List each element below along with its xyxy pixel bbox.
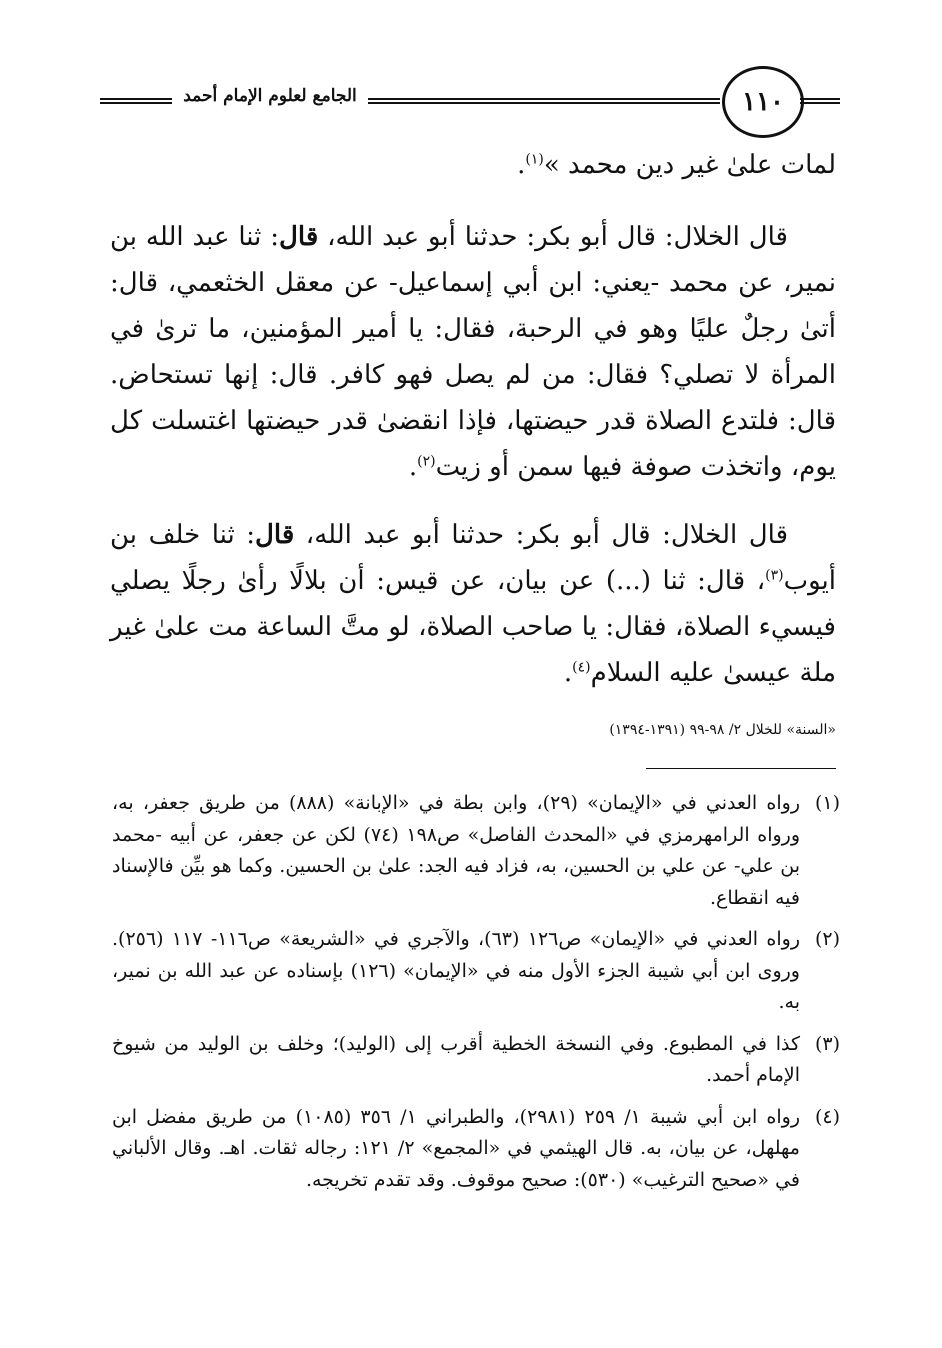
paragraph-3-end: . bbox=[563, 658, 573, 688]
footnote-number: (١) bbox=[814, 792, 840, 814]
header-rule-middle bbox=[368, 98, 720, 104]
footnote-4 bbox=[112, 1102, 840, 1197]
paragraph-1-text: لمات علىٰ غير دين محمد » bbox=[543, 150, 836, 180]
paragraph-2 bbox=[110, 214, 836, 490]
footnote-number: (٣) bbox=[814, 1032, 840, 1055]
footnote-3 bbox=[112, 1029, 840, 1092]
paragraph-3-text-a: قال الخلال: قال أبو بكر: حدثنا أبو عبد الله، bbox=[294, 520, 788, 550]
header-rule-right bbox=[800, 98, 840, 104]
footnote-text: كذا في المطبوع. وفي النسخة الخطية أقرب إلى (الوليد)؛ وخلف بن الوليد من شيوخ الإمام أحمد. bbox=[112, 1032, 800, 1086]
footnote-ref-3: (٣) bbox=[765, 567, 784, 584]
page-number: ١١٠ bbox=[722, 66, 804, 138]
paragraph-2-text-a: قال الخلال: قال أبو بكر: حدثنا أبو عبد الله، bbox=[318, 222, 788, 252]
main-text bbox=[110, 142, 836, 718]
paragraph-2-end: . bbox=[408, 452, 418, 482]
footnote-1 bbox=[112, 788, 840, 914]
footnote-ref-1: (١) bbox=[525, 151, 544, 168]
footnote-2 bbox=[112, 924, 840, 1019]
footnote-text: رواه العدني في «الإيمان» (٢٩)، وابن بطة في «الإبانة» (٨٨٨) من طريق جعفر، به، ورواه الرامهرمزي في «المحدث الفاصل» ص١٩٨ (٧٤) لكن عن جعفر، عن أبيه -محمد بن علي- عن علي بن الحسين، به، فزاد فيه الجد: علىٰ بن الحسين. وكما هو بيِّن فالإسناد فيه انقطاع. bbox=[112, 792, 801, 909]
footnote-text: رواه ابن أبي شيبة ١/ ٢٥٩ (٢٩٨١)، والطبراني ١/ ٣٥٦ (١٠٨٥) من طريق مفضل ابن مهلهل، عن بيان، به. قال الهيثمي في «المجمع» ٢/ ١٢١: رجاله ثقات. اهـ. وقال الألباني في «صحيح الترغيب» (٥٣٠): صحيح موقوف. وقد تقدم تخريجه. bbox=[112, 1105, 801, 1191]
header-rule-left bbox=[100, 98, 172, 104]
paragraph-3-qal: قال bbox=[255, 520, 295, 550]
paragraph-3-text-c: ، قال: ثنا (...) عن بيان، عن قيس: أن بلالًا رأىٰ رجلًا يصلي فيسيء الصلاة، فقال: يا صاحب الصلاة، لو متَّ الساعة مت علىٰ غير ملة عيسىٰ عليه السلام bbox=[110, 566, 836, 688]
paragraph-3-text-b: : ثنا خلف بن أيوب bbox=[110, 520, 836, 596]
paragraph-2-qal: قال bbox=[279, 222, 319, 252]
footnote-separator bbox=[646, 768, 836, 769]
book-title: الجامع لعلوم الإمام أحمد bbox=[183, 86, 357, 106]
footnote-ref-4: (٤) bbox=[572, 659, 591, 676]
paragraph-1-end: . bbox=[517, 150, 526, 180]
footnote-text: رواه العدني في «الإيمان» ص١٢٦ (٦٣)، والآجري في «الشريعة» ص١١٦- ١١٧ (٢٥٦). وروى ابن أبي شيبة الجزء الأول منه في «الإيمان» (١٢٦) بإسناده عن عبد الله بن نمير، به. bbox=[112, 928, 801, 1013]
footnote-number: (٢) bbox=[814, 928, 840, 950]
footnote-ref-2: (٢) bbox=[417, 453, 436, 470]
paragraph-3 bbox=[110, 512, 836, 696]
paragraph-1 bbox=[110, 142, 836, 188]
page-header bbox=[100, 62, 840, 142]
paragraph-2-text-b: : ثنا عبد الله بن نمير، عن محمد -يعني: ابن أبي إسماعيل- عن معقل الخثعمي، قال: أتىٰ رجلٌ عليًا وهو في الرحبة، فقال: يا أمير المؤمنين، ما ترىٰ في المرأة لا تصلي؟ فقال: من لم يصل فهو كافر. قال: إنها تستحاض. قال: فلتدع الصلاة قدر حيضتها، فإذا انقضىٰ قدر حيضتها اغتسلت كل يوم، واتخذت صوفة فيها سمن أو زيت bbox=[110, 222, 836, 482]
source-citation: «السنة» للخلال ٢/ ٩٨-٩٩ (١٣٩١-١٣٩٤) bbox=[609, 722, 836, 738]
footnotes bbox=[112, 788, 840, 1206]
footnote-number: (٤) bbox=[814, 1105, 840, 1128]
